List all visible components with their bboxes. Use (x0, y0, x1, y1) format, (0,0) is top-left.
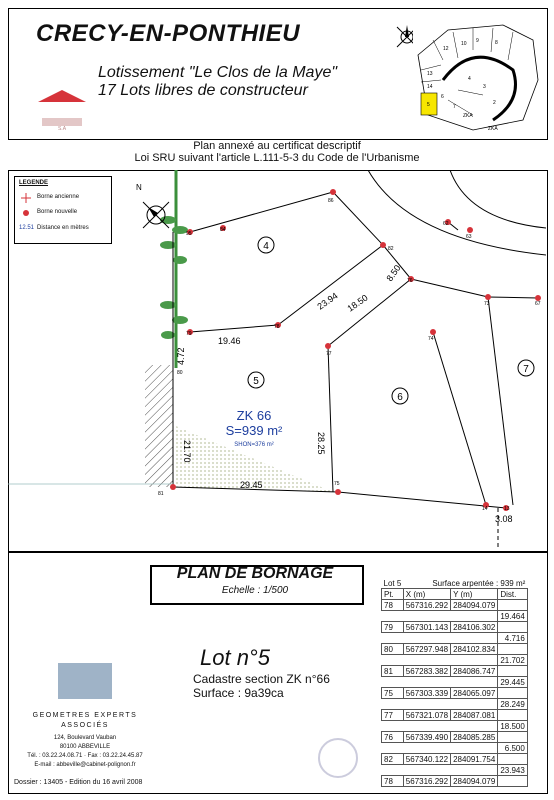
svg-text:79: 79 (186, 331, 192, 337)
svg-text:ZKA: ZKA (463, 113, 473, 119)
coord-cell-pt: 78 (382, 776, 404, 787)
lot-number: Lot n°5 (200, 645, 270, 670)
coord-header-x: X (m) (403, 589, 450, 600)
annex-line2: Loi SRU suivant l'article L.111-5-3 du Code de l'Urbanisme (134, 152, 420, 164)
table-row (382, 644, 528, 655)
coord-cell-y: 284102.834 (451, 644, 498, 655)
table-row (382, 754, 528, 765)
svg-text:ZKA: ZKA (488, 126, 498, 132)
distance-row (382, 633, 528, 644)
svg-text:8.50: 8.50 (384, 263, 403, 284)
table-row (382, 622, 528, 633)
map-legend (14, 176, 112, 244)
svg-text:77: 77 (326, 351, 332, 357)
svg-text:3.08: 3.08 (495, 514, 513, 524)
svg-text:2: 2 (493, 100, 496, 106)
coord-cell-pt: 81 (382, 666, 404, 677)
page-title: CRECY-EN-PONTHIEU (36, 20, 301, 47)
distance-row (382, 721, 528, 732)
svg-text:7: 7 (453, 104, 456, 110)
subtitle-lotissement: Lotissement "Le Clos de la Maye" (98, 64, 338, 81)
svg-text:95: 95 (186, 231, 192, 237)
table-row (382, 688, 528, 699)
table-row (382, 600, 528, 611)
svg-text:9: 9 (476, 38, 479, 44)
coord-cell-y: 284085.285 (451, 732, 498, 743)
svg-text:5: 5 (253, 376, 259, 387)
company-logo (58, 663, 112, 699)
coordinates-table (381, 578, 528, 787)
coord-cell-distance: 21.702 (498, 655, 527, 666)
company-name: GEOMETRES EXPERTS (32, 712, 138, 719)
company-address1: 124, Boulevard Vauban (53, 735, 117, 741)
coord-cell-y: 284106.302 (451, 622, 498, 633)
coord-cell-pt: 78 (382, 600, 404, 611)
distance-row (382, 677, 528, 688)
svg-text:14: 14 (427, 84, 433, 90)
coord-header-y: Y (m) (451, 589, 498, 600)
approval-stamp (318, 738, 358, 778)
coord-cell-pt: 75 (382, 688, 404, 699)
coord-cell-y: 284087.081 (451, 710, 498, 721)
borne-ancienne-icon (21, 193, 31, 203)
svg-text:S=939 m²: S=939 m² (225, 423, 283, 438)
table-row (382, 732, 528, 743)
svg-text:7: 7 (523, 364, 529, 375)
coord-cell-x: 567340.122 (403, 754, 450, 765)
coord-cell-x: 567301.143 (403, 622, 450, 633)
coord-cell-x: 567303.339 (403, 688, 450, 699)
svg-text:81: 81 (158, 491, 164, 497)
svg-text:4.72: 4.72 (176, 347, 186, 365)
svg-text:4: 4 (468, 76, 471, 82)
svg-text:75: 75 (334, 481, 340, 487)
svg-text:78: 78 (274, 324, 280, 330)
svg-text:12: 12 (443, 46, 449, 52)
svg-text:86: 86 (328, 198, 334, 204)
subtitle-lots: 17 Lots libres de constructeur (98, 82, 308, 99)
svg-text:63: 63 (466, 234, 472, 240)
coord-cell-x: 567321.078 (403, 710, 450, 721)
coord-cell-pt: 79 (382, 622, 404, 633)
svg-text:28.25: 28.25 (316, 432, 326, 455)
distance-row (382, 765, 528, 776)
coord-cell-pt: 77 (382, 710, 404, 721)
road-edge-inner (450, 170, 546, 228)
svg-text:67: 67 (535, 301, 541, 307)
coord-cell-x: 567316.292 (403, 776, 450, 787)
road-edge-outer (368, 170, 546, 255)
svg-text:73: 73 (484, 301, 490, 307)
north-arrow-icon (143, 202, 169, 228)
coord-cell-pt: 76 (382, 732, 404, 743)
coord-cell-pt: 82 (382, 754, 404, 765)
table-row (382, 710, 528, 721)
svg-text:6: 6 (441, 94, 444, 100)
svg-text:8: 8 (495, 40, 498, 46)
coord-cell-x: 567316.292 (403, 600, 450, 611)
coord-cell-distance: 18.500 (498, 721, 527, 732)
legend-distance-value: 12.51 (19, 225, 35, 231)
svg-text:N: N (136, 183, 142, 192)
legend-title: LEGENDE (19, 180, 49, 186)
borne-nouvelle-icon (21, 208, 31, 218)
svg-text:29.45: 29.45 (240, 480, 263, 490)
svg-text:6: 6 (397, 392, 403, 403)
site-overview-map (413, 20, 543, 136)
company-phone: Tél. : 03.22.24.08.71 · Fax : 03.22.24.45.87 (27, 753, 143, 759)
coord-cell-y: 284094.079 (451, 600, 498, 611)
svg-text:23.94: 23.94 (315, 290, 340, 312)
coord-cell-distance: 29.445 (498, 677, 527, 688)
svg-text:21.70: 21.70 (182, 440, 192, 463)
distance-row (382, 655, 528, 666)
coord-cell-distance: 6.500 (498, 743, 527, 754)
coord-cell-distance: 19.464 (498, 611, 527, 622)
coord-cell-x: 567297.948 (403, 644, 450, 655)
hedge-shrubs (160, 216, 188, 339)
coord-surface-label: Surface arpentée : 939 m² (432, 578, 526, 588)
distance-row (382, 699, 528, 710)
svg-text:13: 13 (427, 71, 433, 77)
svg-text:13: 13 (504, 506, 510, 512)
legend-distance-label: Distance en mètres (37, 225, 89, 231)
coord-lot-label: Lot 5 (383, 578, 402, 588)
svg-text:10: 10 (461, 41, 467, 47)
svg-text:84: 84 (220, 227, 226, 233)
annex-line1: Plan annexé au certificat descriptif (193, 140, 361, 152)
svg-text:82: 82 (388, 246, 394, 252)
coord-header-dist: Dist. (498, 589, 527, 600)
company-address2: 80100 ABBEVILLE (59, 744, 111, 750)
plan-title: PLAN DE BORNAGE (176, 565, 334, 582)
svg-text:4: 4 (263, 241, 269, 252)
svg-text:3: 3 (483, 84, 486, 90)
coord-cell-y: 284091.754 (451, 754, 498, 765)
coord-cell-x: 567339.490 (403, 732, 450, 743)
distance-row (382, 611, 528, 622)
table-row (382, 776, 528, 787)
table-row (382, 666, 528, 677)
coord-header-pt: Pt. (382, 589, 404, 600)
coord-cell-distance: 23.943 (498, 765, 527, 776)
coord-cell-y: 284094.079 (451, 776, 498, 787)
company-email: E-mail : abbeville@cabinet-polignon.fr (34, 762, 136, 768)
coord-cell-distance: 28.249 (498, 699, 527, 710)
coord-cell-y: 284065.097 (451, 688, 498, 699)
coord-cell-x: 567283.382 (403, 666, 450, 677)
lot-surface: Surface : 9a39ca (193, 686, 284, 700)
svg-text:19.46: 19.46 (218, 336, 241, 346)
svg-text:80: 80 (177, 370, 183, 376)
dossier-ref: Dossier : 13405 - Edition du 16 avril 2008 (14, 779, 143, 786)
cadastre-ref: Cadastre section ZK n°66 (193, 672, 330, 686)
svg-text:ZK 66: ZK 66 (236, 408, 272, 423)
svg-text:5: 5 (427, 102, 430, 108)
svg-text:62: 62 (443, 221, 449, 227)
hatched-neighbor-area (145, 365, 173, 487)
svg-text:18.50: 18.50 (345, 292, 370, 314)
company-roof-logo (36, 88, 88, 132)
distance-row (382, 743, 528, 754)
coord-cell-distance: 4.716 (498, 633, 527, 644)
legend-borne-nouvelle: Borne nouvelle (37, 209, 78, 215)
legend-borne-ancienne: Borne ancienne (37, 194, 80, 200)
company-name-2: ASSOCIÉS (61, 722, 109, 729)
svg-text:76: 76 (407, 278, 413, 284)
svg-text:74: 74 (428, 336, 434, 342)
svg-text:14: 14 (482, 506, 488, 512)
svg-text:SHON=376 m²: SHON=376 m² (234, 442, 274, 448)
svg-text:S.A: S.A (57, 126, 67, 132)
plan-scale: Echelle : 1/500 (221, 585, 289, 596)
coord-cell-pt: 80 (382, 644, 404, 655)
coord-cell-y: 284086.747 (451, 666, 498, 677)
